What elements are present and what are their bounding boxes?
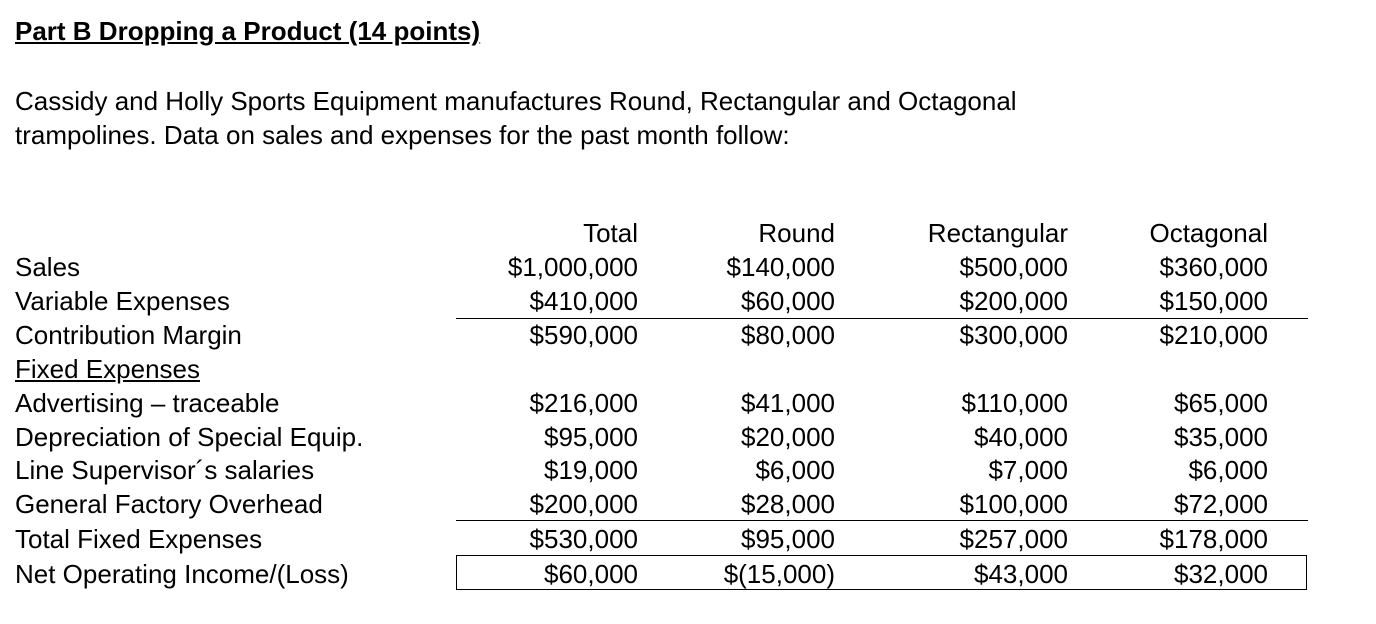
cell-cm-rectangular: $300,000 bbox=[959, 320, 1068, 350]
cell-variable-octagonal: $150,000 bbox=[1159, 286, 1268, 316]
cell-total-fixed-total: $530,000 bbox=[529, 524, 638, 554]
row-label-supervisor-salaries: Line Supervisor´s salaries bbox=[15, 455, 315, 485]
cell-overhead-round: $28,000 bbox=[741, 489, 835, 519]
page-title: Part B Dropping a Product (14 points) bbox=[15, 16, 481, 46]
cell-noi-rectangular: $43,000 bbox=[974, 559, 1068, 589]
cell-sales-rectangular: $500,000 bbox=[959, 252, 1068, 282]
cell-cm-total: $590,000 bbox=[529, 320, 638, 350]
cell-depreciation-rectangular: $40,000 bbox=[974, 422, 1068, 452]
header-round: Round bbox=[758, 218, 835, 248]
cell-depreciation-octagonal: $35,000 bbox=[1174, 422, 1268, 452]
row-label-fixed-expenses: Fixed Expenses bbox=[15, 354, 200, 384]
cell-total-fixed-rectangular: $257,000 bbox=[959, 524, 1068, 554]
cell-advertising-round: $41,000 bbox=[741, 388, 835, 418]
cell-advertising-octagonal: $65,000 bbox=[1174, 388, 1268, 418]
cell-overhead-rectangular: $100,000 bbox=[959, 489, 1068, 519]
cell-cm-round: $80,000 bbox=[741, 320, 835, 350]
cell-depreciation-round: $20,000 bbox=[741, 422, 835, 452]
intro-line-1: Cassidy and Holly Sports Equipment manufactures Round, Rectangular and Octagonal bbox=[15, 86, 1017, 116]
cell-overhead-octagonal: $72,000 bbox=[1174, 489, 1268, 519]
row-label-advertising: Advertising – traceable bbox=[15, 388, 280, 418]
cell-supervisor-total: $19,000 bbox=[544, 455, 638, 485]
row-label-total-fixed: Total Fixed Expenses bbox=[15, 524, 263, 554]
row-label-general-overhead: General Factory Overhead bbox=[15, 489, 323, 519]
cell-sales-round: $140,000 bbox=[726, 252, 835, 282]
cell-advertising-total: $216,000 bbox=[529, 388, 638, 418]
cell-variable-total: $410,000 bbox=[529, 286, 638, 316]
cell-total-fixed-octagonal: $178,000 bbox=[1159, 524, 1268, 554]
cell-supervisor-octagonal: $6,000 bbox=[1188, 455, 1268, 485]
cell-total-fixed-round: $95,000 bbox=[741, 524, 835, 554]
cell-sales-octagonal: $360,000 bbox=[1159, 252, 1268, 282]
header-octagonal: Octagonal bbox=[1149, 218, 1268, 248]
cell-sales-total: $1,000,000 bbox=[507, 252, 638, 282]
cell-depreciation-total: $95,000 bbox=[544, 422, 638, 452]
cell-noi-round: $(15,000) bbox=[723, 559, 835, 589]
header-rectangular: Rectangular bbox=[927, 218, 1068, 248]
row-label-variable-expenses: Variable Expenses bbox=[15, 286, 230, 316]
divider-line bbox=[456, 520, 1308, 521]
row-label-contribution-margin: Contribution Margin bbox=[15, 320, 242, 350]
cell-cm-octagonal: $210,000 bbox=[1159, 320, 1268, 350]
cell-variable-round: $60,000 bbox=[741, 286, 835, 316]
cell-overhead-total: $200,000 bbox=[529, 489, 638, 519]
cell-advertising-rectangular: $110,000 bbox=[961, 388, 1068, 418]
header-total: Total bbox=[583, 218, 638, 248]
row-label-net-operating-income: Net Operating Income/(Loss) bbox=[15, 559, 349, 589]
cell-variable-rectangular: $200,000 bbox=[959, 286, 1068, 316]
cell-noi-octagonal: $32,000 bbox=[1174, 559, 1268, 589]
cell-supervisor-round: $6,000 bbox=[755, 455, 835, 485]
row-label-depreciation: Depreciation of Special Equip. bbox=[15, 422, 364, 452]
intro-paragraph bbox=[15, 84, 1017, 152]
cell-supervisor-rectangular: $7,000 bbox=[988, 455, 1068, 485]
intro-line-2: trampolines. Data on sales and expenses for the past month follow: bbox=[15, 120, 790, 150]
row-label-sales: Sales bbox=[15, 252, 81, 282]
cell-noi-total: $60,000 bbox=[544, 559, 638, 589]
